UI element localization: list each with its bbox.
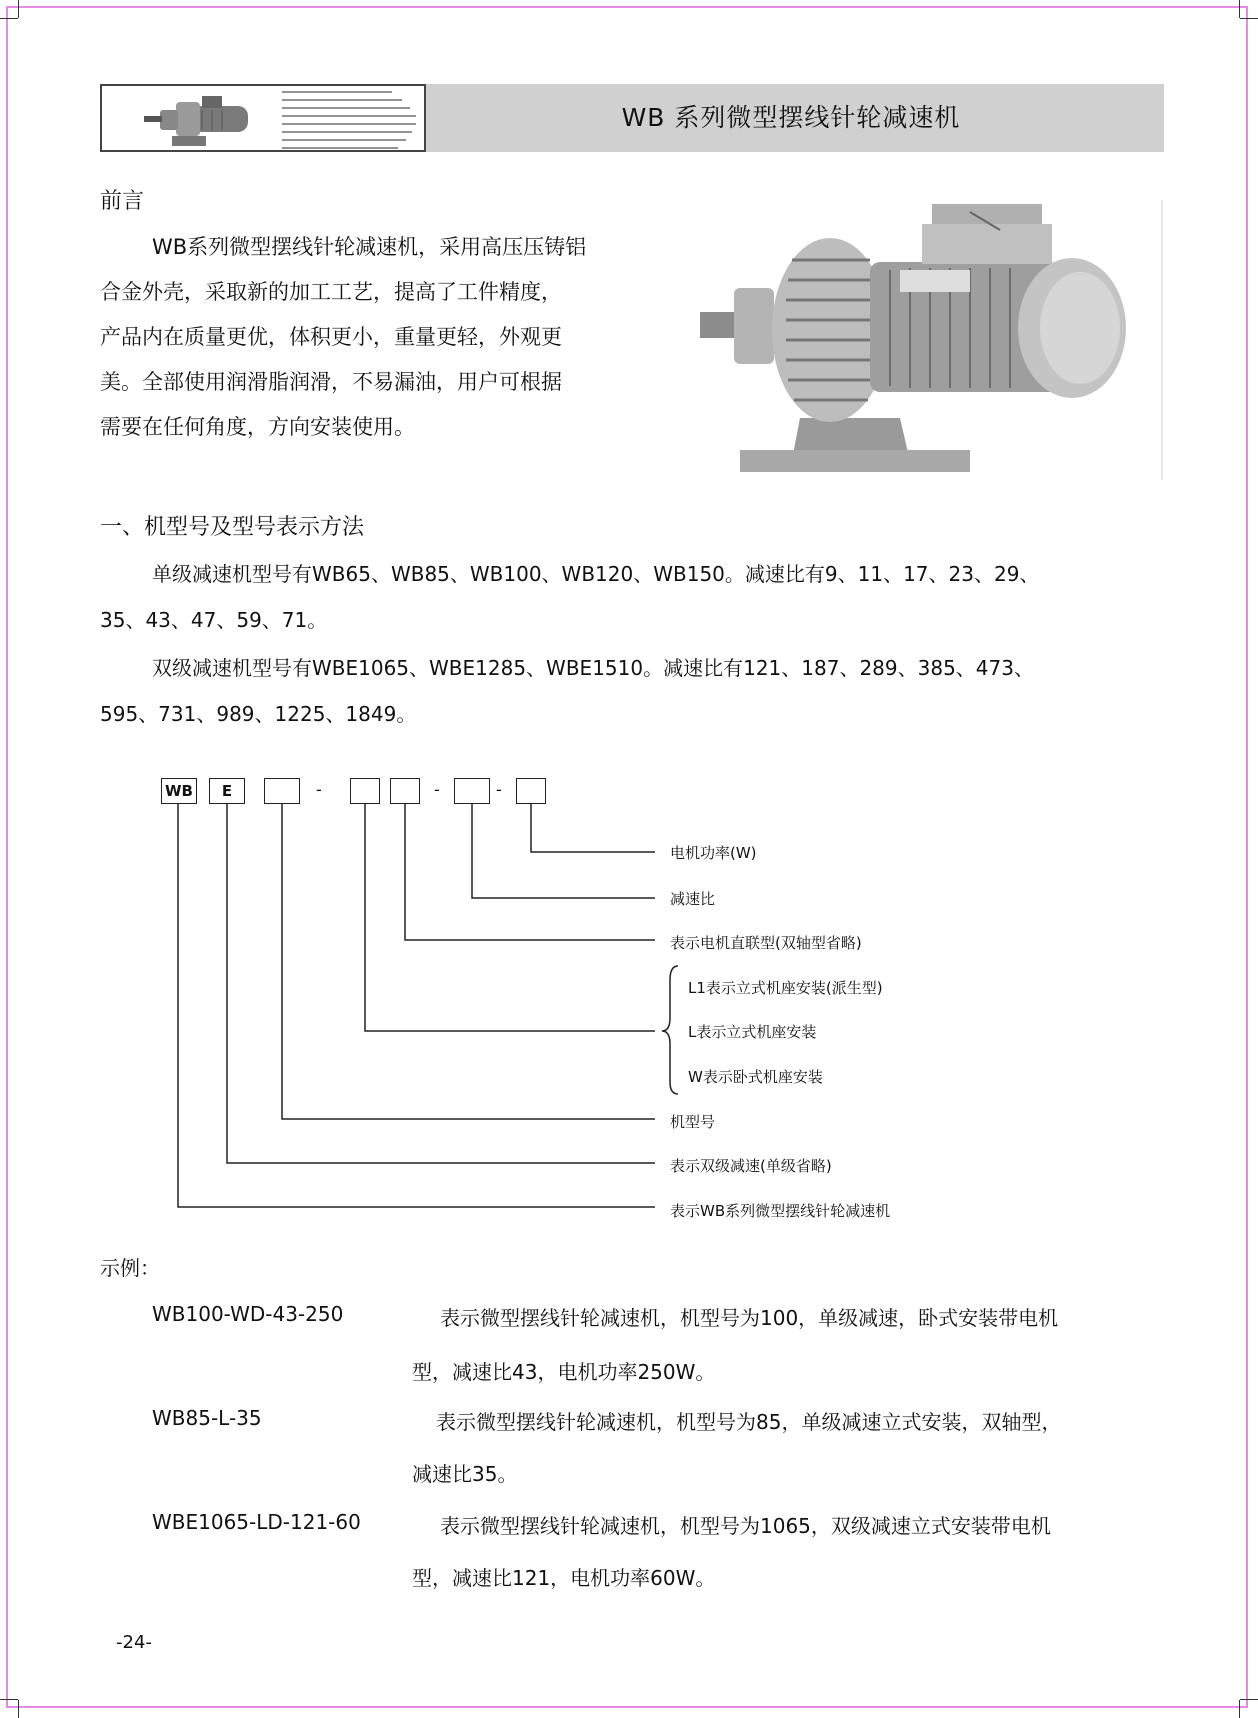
preface-line: 产品内在质量更优，体积更小，重量更轻，外观更 — [100, 325, 562, 349]
preface-line: 合金外壳，采取新的加工工艺，提高了工件精度， — [100, 280, 562, 304]
code-dash: - — [316, 780, 322, 799]
label-motor-power: 电机功率(W) — [670, 844, 757, 862]
example-desc: 表示微型摆线针轮减速机，机型号为85，单级减速立式安装，双轴型， — [436, 1410, 1062, 1434]
examples-heading: 示例： — [100, 1256, 160, 1280]
preface-heading: 前言 — [100, 189, 145, 214]
label-ratio: 减速比 — [670, 890, 716, 908]
example-code: WBE1065-LD-121-60 — [152, 1510, 361, 1534]
code-box-wb: WB — [161, 778, 197, 804]
example-desc: 表示微型摆线针轮减速机，机型号为1065，双级减速立式安装带电机 — [440, 1514, 1051, 1538]
code-box-e: E — [209, 778, 245, 804]
example-desc: 型，减速比121，电机功率60W。 — [412, 1566, 716, 1590]
label-mount-w: W表示卧式机座安装 — [688, 1068, 823, 1086]
label-mount-l1: L1表示立式机座安装(派生型) — [688, 979, 883, 997]
double-stage-line: 595、731、989、1225、1849。 — [100, 702, 417, 726]
label-double-stage: 表示双级减速(单级省略) — [670, 1157, 832, 1175]
preface-line: 需要在任何角度，方向安装使用。 — [100, 415, 415, 439]
example-desc: 型，减速比43，电机功率250W。 — [412, 1360, 716, 1384]
single-stage-line: 35、43、47、59、71。 — [100, 608, 328, 632]
example-code: WB100-WD-43-250 — [152, 1302, 344, 1326]
label-direct-motor: 表示电机直联型(双轴型省略) — [670, 934, 862, 952]
example-code: WB85-L-35 — [152, 1406, 262, 1430]
code-dash: - — [496, 780, 502, 799]
page-title: WB 系列微型摆线针轮减速机 — [621, 103, 961, 132]
preface-line: 美。全部使用润滑脂润滑，不易漏油，用户可根据 — [100, 370, 562, 394]
double-stage-line: 双级减速机型号有WBE1065、WBE1285、WBE1510。减速比有121、187、289、385、473、 — [152, 656, 1034, 680]
single-stage-line: 单级减速机型号有WB65、WB85、WB100、WB120、WB150。减速比有9、11、17、23、29、 — [152, 562, 1040, 586]
code-dash: - — [434, 780, 440, 799]
page-number: -24- — [116, 1632, 152, 1653]
preface-line: WB系列微型摆线针轮减速机，采用高压压铸铝 — [152, 235, 587, 259]
example-desc: 减速比35。 — [412, 1462, 518, 1486]
label-frame-size: 机型号 — [670, 1113, 716, 1131]
label-mount-l: L表示立式机座安装 — [688, 1023, 817, 1041]
section-heading: 一、机型号及型号表示方法 — [100, 515, 365, 540]
label-series: 表示WB系列微型摆线针轮减速机 — [670, 1202, 891, 1220]
example-desc: 表示微型摆线针轮减速机，机型号为100，单级减速，卧式安装带电机 — [440, 1306, 1059, 1330]
